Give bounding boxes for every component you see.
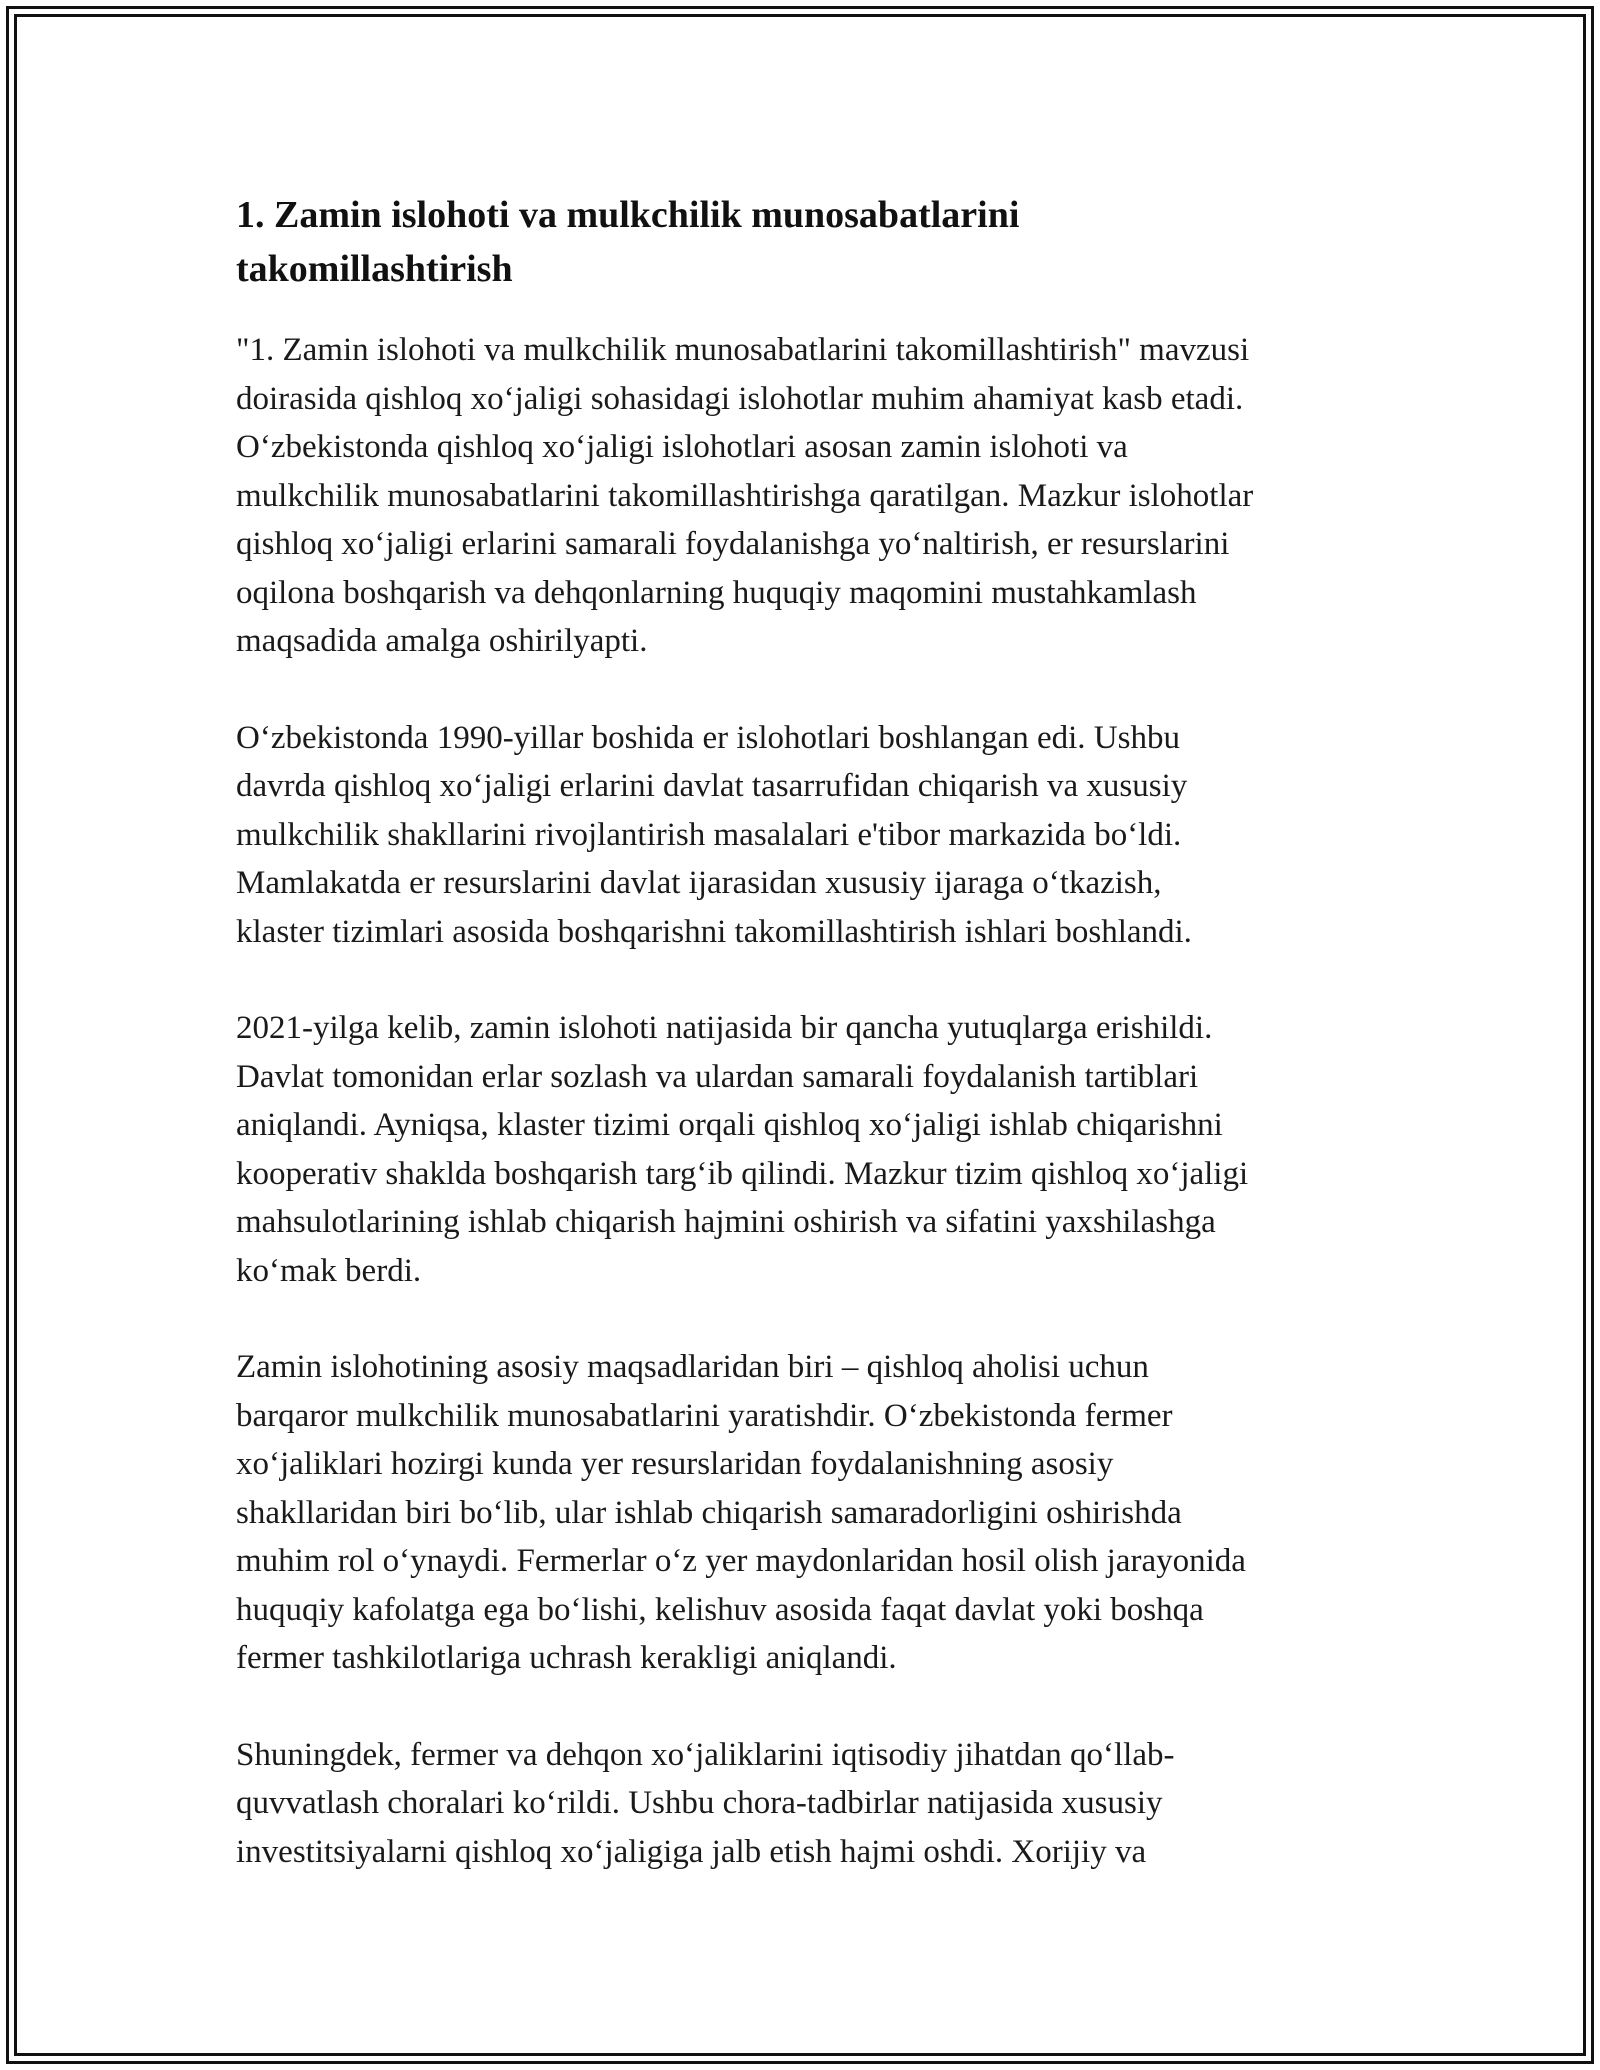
text-line: Mamlakatda er resurslarini davlat ijarasidan xususiy ijaraga o‘tkazish, bbox=[236, 865, 1162, 901]
text-line: muhim rol o‘ynaydi. Fermerlar o‘z yer maydonlaridan hosil olish jarayonida bbox=[236, 1543, 1246, 1579]
text-line: 2021-yilga kelib, zamin islohoti natijasida bir qancha yutuqlarga erishildi. bbox=[236, 1010, 1213, 1046]
text-line: quvvatlash choralari ko‘rildi. Ushbu chora-tadbirlar natijasida xususiy bbox=[236, 1785, 1163, 1821]
text-line: xo‘jaliklari hozirgi kunda yer resurslaridan foydalanishning asosiy bbox=[236, 1446, 1114, 1482]
text-line: shakllaridan biri bo‘lib, ular ishlab chiqarish samaradorligini oshirishda bbox=[236, 1494, 1182, 1531]
text-line: maqsadida amalga oshirilyapti. bbox=[236, 623, 648, 659]
text-line: barqaror mulkchilik munosabatlarini yaratishdir. O‘zbekistonda fermer bbox=[236, 1397, 1173, 1434]
text-line: fermer tashkilotlariga uchrash kerakligi aniqlandi. bbox=[236, 1640, 897, 1676]
text-line: doirasida qishloq xo‘jaligi sohasidagi islohotlar muhim ahamiyat kasb etadi. bbox=[236, 380, 1244, 417]
text-line: mulkchilik munosabatlarini takomillashtirishga qaratilgan. Mazkur islohotlar bbox=[236, 477, 1254, 514]
text-line: davrda qishloq xo‘jaligi erlarini davlat tasarrufidan chiqarish va xususiy bbox=[236, 768, 1188, 804]
paragraph-support bbox=[236, 1731, 1386, 1877]
paragraph-goals bbox=[236, 1343, 1386, 1683]
text-line: klaster tizimlari asosida boshqarishni takomillashtirish ishlari boshlandi. bbox=[236, 913, 1192, 950]
text-line: Shuningdek, fermer va dehqon xo‘jaliklarini iqtisodiy jihatdan qo‘llab- bbox=[236, 1736, 1175, 1773]
heading-line: 1. Zamin islohoti va mulkchilik munosabatlarini bbox=[236, 194, 1020, 236]
paragraph-intro bbox=[236, 326, 1386, 666]
text-line: ko‘mak berdi. bbox=[236, 1252, 422, 1289]
paragraph-history bbox=[236, 714, 1386, 957]
text-line: investitsiyalarni qishloq xo‘jaligiga jalb etish hajmi oshdi. Xorijiy va bbox=[236, 1833, 1147, 1870]
text-line: Zamin islohotining asosiy maqsadlaridan biri – qishloq aholisi uchun bbox=[236, 1349, 1149, 1385]
text-line: qishloq xo‘jaligi erlarini samarali foydalanishga yo‘naltirish, er resurslarini bbox=[236, 526, 1230, 562]
text-line: aniqlandi. Ayniqsa, klaster tizimi orqali qishloq xo‘jaligi ishlab chiqarishni bbox=[236, 1107, 1223, 1143]
section-heading bbox=[236, 188, 1386, 296]
text-line: huquqiy kafolatga ega bo‘lishi, kelishuv asosida faqat davlat yoki boshqa bbox=[236, 1591, 1204, 1628]
text-line: mulkchilik shakllarini rivojlantirish masalalari e'tibor markazida bo‘ldi. bbox=[236, 816, 1182, 853]
text-line: kooperativ shaklda boshqarish targ‘ib qilindi. Mazkur tizim qishloq xo‘jaligi bbox=[236, 1155, 1249, 1192]
heading-line: takomillashtirish bbox=[236, 248, 513, 290]
text-line: Davlat tomonidan erlar sozlash va ulardan samarali foydalanish tartiblari bbox=[236, 1058, 1199, 1095]
paragraph-achievements bbox=[236, 1004, 1386, 1295]
text-line: O‘zbekistonda qishloq xo‘jaligi islohotlari asosan zamin islohoti va bbox=[236, 429, 1128, 465]
text-line: mahsulotlarining ishlab chiqarish hajmini oshirish va sifatini yaxshilashga bbox=[236, 1204, 1216, 1240]
text-line: oqilona boshqarish va dehqonlarning huquqiy maqomini mustahkamlash bbox=[236, 574, 1197, 611]
text-line: "1. Zamin islohoti va mulkchilik munosabatlarini takomillashtirish" mavzusi bbox=[236, 332, 1250, 368]
text-line: O‘zbekistonda 1990-yillar boshida er islohotlari boshlangan edi. Ushbu bbox=[236, 719, 1180, 756]
document-page bbox=[236, 188, 1386, 1924]
